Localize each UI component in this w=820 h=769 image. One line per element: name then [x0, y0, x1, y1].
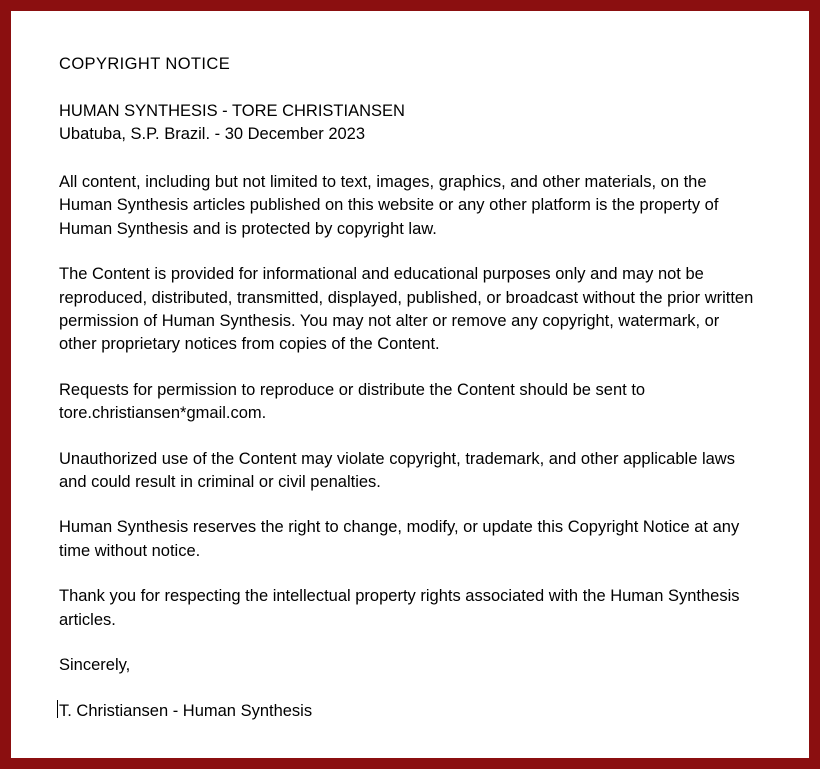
paragraph-4: Unauthorized use of the Content may violate copyright, trademark, and other applicable laws and could result in criminal or civil penalties.	[59, 449, 735, 492]
page-title: COPYRIGHT NOTICE	[59, 55, 231, 73]
document-frame-inner	[3, 3, 817, 766]
paragraph-1: All content, including but not limited to text, images, graphics, and other materials, on the Human Synthesis articles published on this website or any other platform is the property of Human Synthesis and is protected by copyright law.	[59, 172, 719, 238]
paragraph-6: Thank you for respecting the intellectual property rights associated with the Human Synthesis articles.	[59, 587, 740, 629]
paragraph-3: Requests for permission to reproduce or distribute the Content should be sent to tore.christiansen*gmail.com.	[59, 380, 646, 423]
paragraph-5: Human Synthesis reserves the right to change, modify, or update this Copyright Notice at any time without notice.	[59, 518, 740, 560]
signature-line: T. Christiansen - Human Synthesis	[59, 700, 761, 723]
document-byline	[59, 100, 761, 147]
document-content	[11, 11, 809, 758]
author-line: HUMAN SYNTHESIS - TORE CHRISTIANSEN	[59, 102, 405, 120]
dateline: Ubatuba, S.P. Brazil. - 30 December 2023	[59, 125, 366, 144]
closing-line: Sincerely,	[59, 656, 131, 675]
paragraph-2: The Content is provided for informational and educational purposes only and may not be reproduced, distributed, transmitted, displayed, published, or broadcast without the prior written permission of Human Synthesis. You may not alter or remove any copyright, watermark, or other proprietary notices from copies of the Content.	[59, 265, 754, 354]
